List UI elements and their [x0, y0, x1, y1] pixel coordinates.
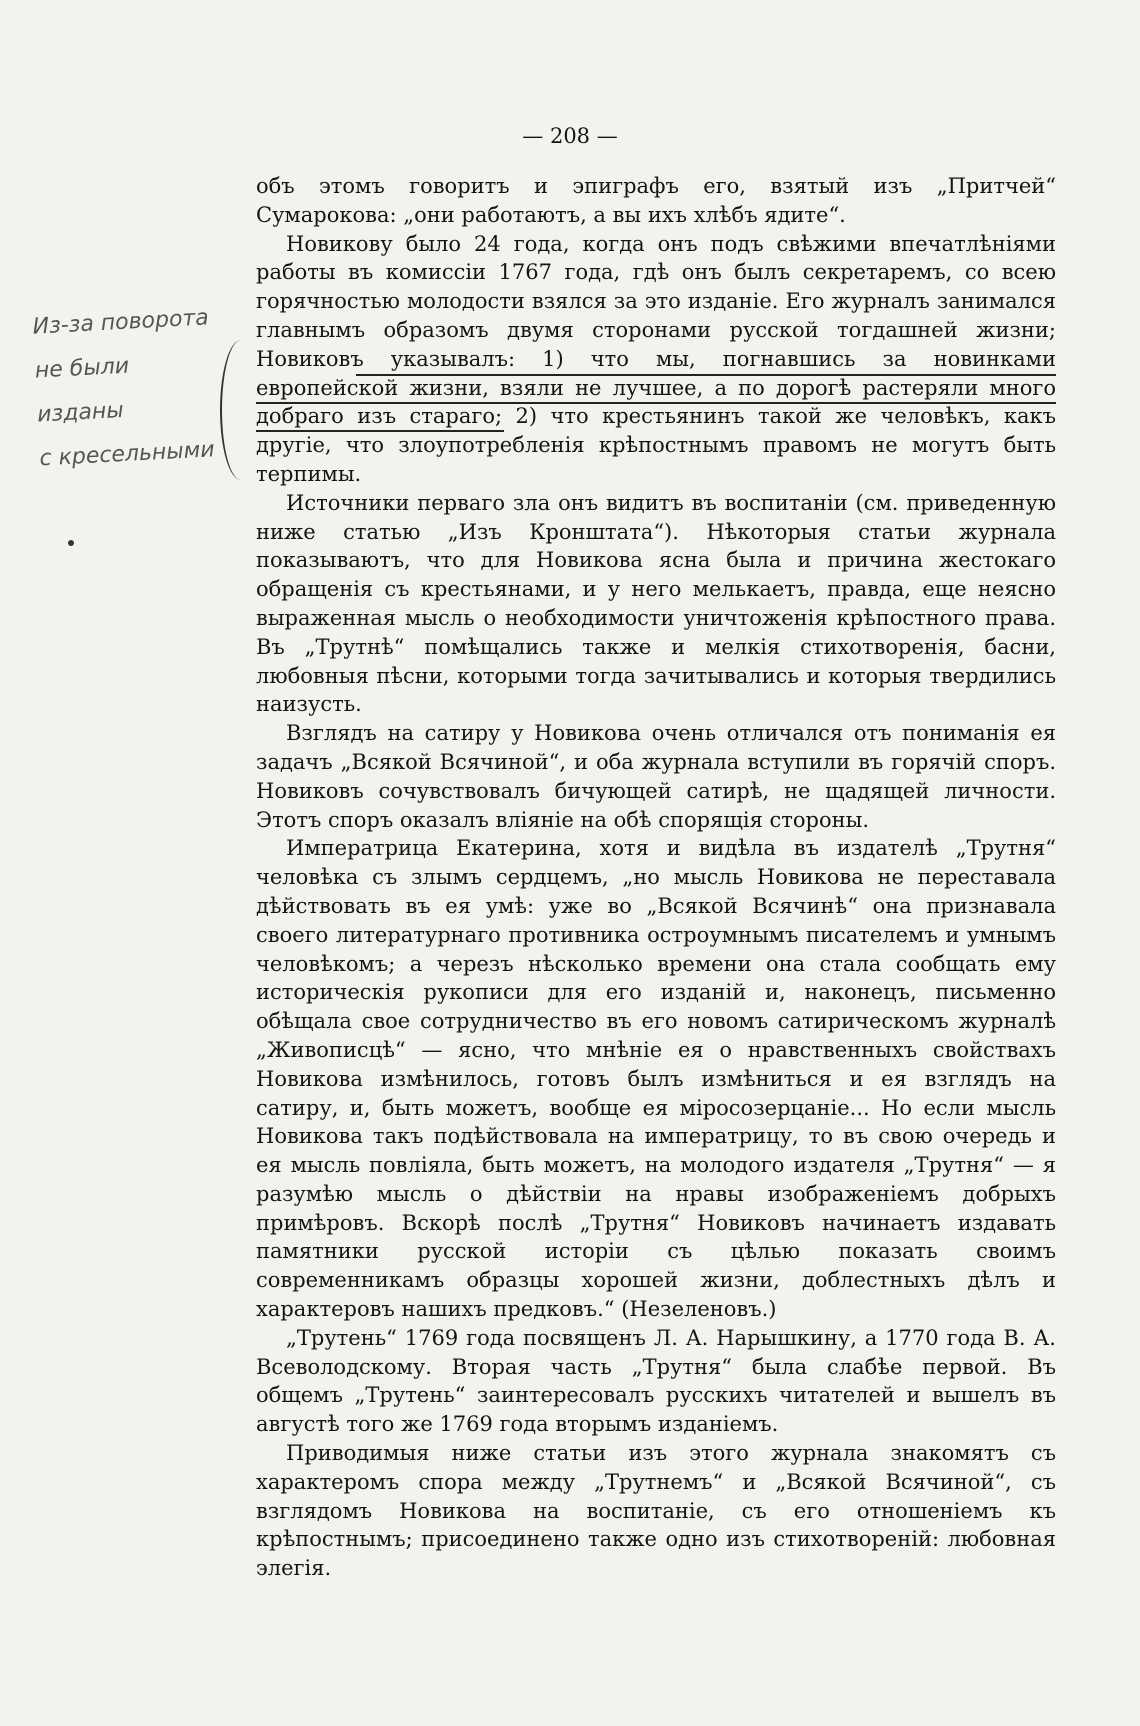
margin-note-line: не были [34, 353, 130, 384]
pencil-underline [256, 430, 504, 432]
ink-dot [68, 540, 74, 546]
paragraph: Взглядъ на сатиру у Новикова очень отличался отъ пониманія ея задачъ „Всякой Всячиной“, и оба журнала вступили въ горячій споръ. Новиковъ сочувствовалъ бичующей сатирѣ, не щадящей личности. Этотъ споръ оказалъ вліяніе на обѣ спорящія стороны. [256, 721, 1056, 832]
paragraph: Приводимыя ниже статьи изъ этого журнала знакомятъ съ характеромъ спора между „Трутнемъ“ и „Всякой Всячиной“, съ взглядомъ Новикова на воспитаніе, съ его отношеніемъ къ крѣпостнымъ; присоединено также одно изъ стихотвореній: любовная элегія. [256, 1441, 1056, 1581]
margin-note-line: с кресельными [38, 437, 216, 472]
paragraph: Новикову было 24 года, когда онъ подъ свѣжими впечатлѣніями работы въ комиссіи 1767 года, гдѣ онъ былъ секретаремъ, со всею горячностью молодости взялся за это изданіе. Его журналъ занимался главнымъ образомъ двумя сторонами русской тогдашней жизни; Новиковъ указывалъ: 1) что мы, погнавшись за новинками европейской жизни, взяли не лучшее, а по дорогѣ растеряли много добраго изъ стараго; 2) что крестьянинъ такой же человѣкъ, какъ другіе, что злоупотребленія крѣпостнымъ правомъ не могутъ быть терпимы. [256, 231, 1056, 486]
paragraph: Императрица Екатерина, хотя и видѣла въ издателѣ „Трутня“ человѣка съ злымъ сердцемъ, „но мысль Новикова не переставала дѣйствовать въ ея умѣ: уже во „Всякой Всячинѣ“ она признавала своего литературнаго противника остроумнымъ писателемъ и умнымъ человѣкомъ; а черезъ нѣсколько времени она стала сообщать ему историческія рукописи для его изданій и, наконецъ, письменно обѣщала свое сотрудничество въ его новомъ сатирическомъ журналѣ „Живописцѣ“ — ясно, что мнѣніе ея о нравственныхъ свойствахъ Новикова измѣнилось, готовъ былъ измѣниться и ея взглядъ на сатиру, и, быть можетъ, вообще ея міросозерцаніе... Но если мысль Новикова такъ подѣйствовала на императрицу, то въ свою очередь и ея мысль повліяла, быть можетъ, на молодого издателя „Трутня“ — я разумѣю мысль о дѣйствіи на нравы изображеніемъ добрыхъ примѣровъ. Вскорѣ послѣ „Трутня“ Новиковъ начинаетъ издавать памятники русской исторіи съ цѣлью показать своимъ современникамъ образцы хорошей жизни, доблестныхъ дѣлъ и характеровъ нашихъ предковъ.“ (Незеленовъ.) [256, 836, 1056, 1322]
pencil-underline [356, 374, 1056, 376]
page-number: — 208 — [522, 124, 618, 148]
body-text [256, 172, 1056, 1583]
pencil-underline [256, 402, 1056, 404]
margin-note-line: Из-за поворота [32, 305, 210, 340]
paragraph: „Трутень“ 1769 года посвященъ Л. А. Нарышкину, а 1770 года В. А. Всеволодскому. Вторая часть „Трутня“ была слабѣе первой. Въ общемъ „Трутень“ заинтересовалъ русскихъ читателей и вышелъ въ августѣ того же 1769 года вторымъ изданіемъ. [256, 1325, 1056, 1437]
handwritten-margin-note [32, 295, 251, 482]
paragraph: Источники перваго зла онъ видитъ въ воспитаніи (см. приведенную ниже статью „Изъ Кронштата“). Нѣкоторыя статьи журнала показываютъ, что для Новикова ясна была и причина жестокаго обращенія съ крестьянами, и у него мелькаетъ, правда, еще неясно выраженная мысль о необходимости уничтоженія крѣпостного права. Въ „Трутнѣ“ помѣщались также и мелкія стихотворенія, басни, любовныя пѣсни, которыми тогда зачитывались и которыя твердились наизусть. [256, 490, 1056, 717]
paragraph: объ этомъ говоритъ и эпиграфъ его, взятый изъ „Притчей“ Сумарокова: „они работаютъ, а вы ихъ хлѣбъ ядите“. [256, 174, 1056, 227]
margin-note-line: изданы [36, 397, 125, 428]
